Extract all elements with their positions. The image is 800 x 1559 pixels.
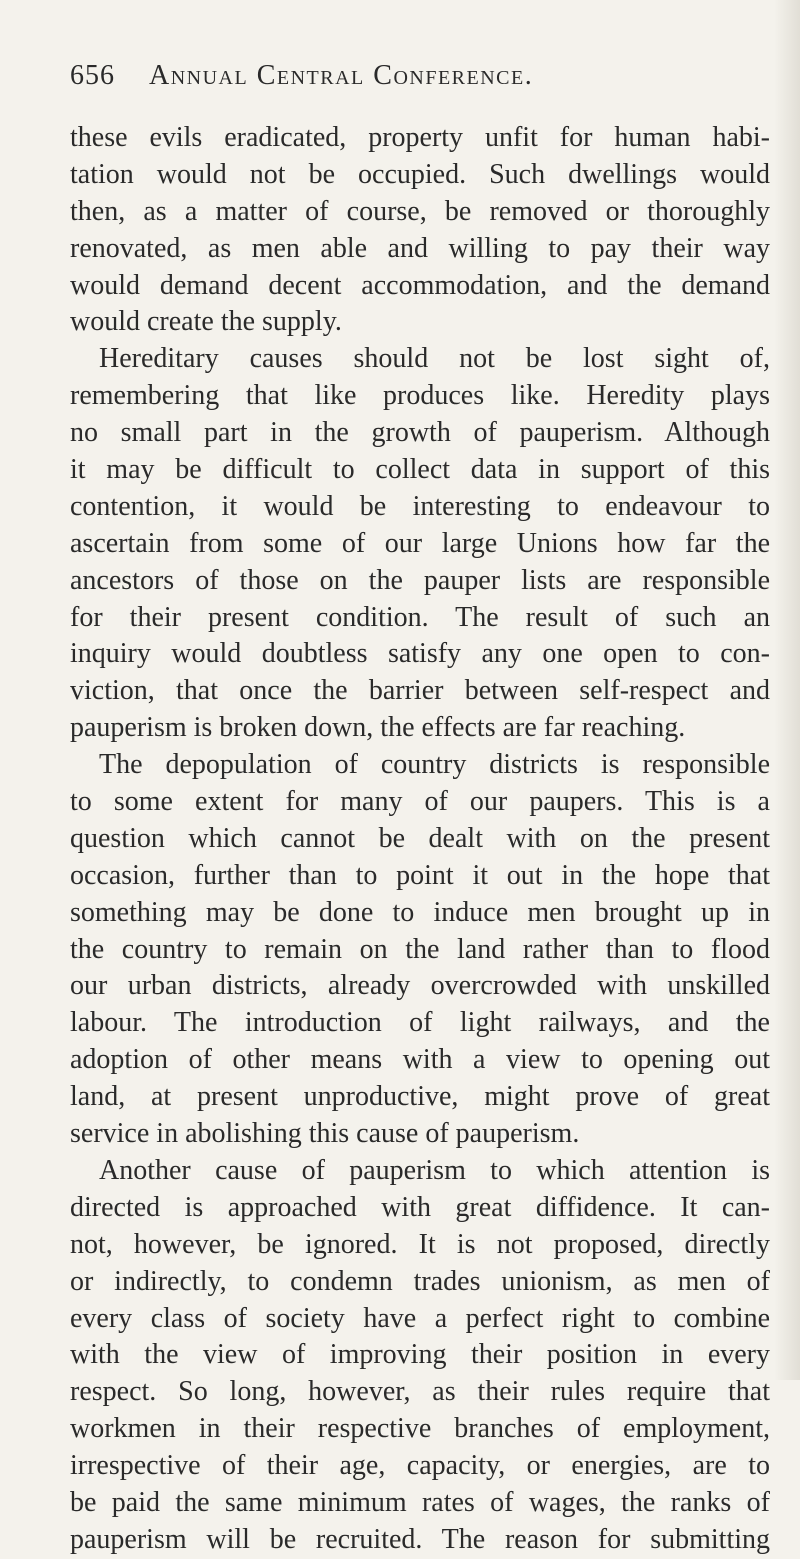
text-line: workmen in their respective branches of employment, <box>70 1413 770 1445</box>
text-line: then, as a matter of course, be removed or thoroughly <box>70 195 770 227</box>
text-line: would demand decent accommodation, and the demand <box>70 269 770 301</box>
text-line: labour. The introduction of light railways, and the <box>70 1007 770 1039</box>
text-line: the country to remain on the land rather than to flood <box>70 933 770 965</box>
paragraph-start-line: The depopulation of country districts is responsible <box>99 749 770 781</box>
text-line: something may be done to induce men brought up in <box>70 896 770 928</box>
text-line: be paid the same minimum rates of wages, the ranks of <box>70 1486 770 1518</box>
text-line: tation would not be occupied. Such dwellings would <box>70 158 770 190</box>
text-line: ancestors of those on the pauper lists are responsible <box>70 564 770 596</box>
text-line: it may be difficult to collect data in support of this <box>70 454 770 486</box>
text-line: question which cannot be dealt with on the present <box>70 822 770 854</box>
page-edge-shadow <box>774 0 800 1380</box>
body-text <box>70 120 770 1559</box>
paragraph-start-line: Another cause of pauperism to which attention is <box>99 1154 770 1186</box>
text-line: service in abolishing this cause of pauperism. <box>70 1118 580 1150</box>
page-number: 656 <box>70 60 115 91</box>
text-line: adoption of other means with a view to opening out <box>70 1044 770 1076</box>
text-line: viction, that once the barrier between self-respect and <box>70 675 770 707</box>
text-line: occasion, further than to point it out in the hope that <box>70 859 770 891</box>
text-line: with the view of improving their position in every <box>70 1339 770 1371</box>
text-line: for their present condition. The result of such an <box>70 601 770 633</box>
text-line: land, at present unproductive, might prove of great <box>70 1081 770 1113</box>
text-line: ascertain from some of our large Unions how far the <box>70 527 770 559</box>
text-line: every class of society have a perfect right to combine <box>70 1302 770 1334</box>
text-line: not, however, be ignored. It is not proposed, directly <box>70 1228 770 1260</box>
running-head: Annual Central Conference. <box>149 60 534 91</box>
text-line: directed is approached with great diffidence. It can- <box>70 1191 770 1223</box>
text-line: our urban districts, already overcrowded with unskilled <box>70 970 770 1002</box>
text-line: or indirectly, to condemn trades unionism, as men of <box>70 1265 770 1297</box>
text-line: inquiry would doubtless satisfy any one open to con- <box>70 638 770 670</box>
text-line: no small part in the growth of pauperism. Although <box>70 417 770 449</box>
text-line: respect. So long, however, as their rules require that <box>70 1376 770 1408</box>
text-line: contention, it would be interesting to endeavour to <box>70 490 770 522</box>
page-header <box>70 60 770 100</box>
text-line: pauperism is broken down, the effects are far reaching. <box>70 712 686 744</box>
text-line: these evils eradicated, property unfit for human habi- <box>70 122 770 153</box>
text-line: irrespective of their age, capacity, or energies, are to <box>70 1450 770 1482</box>
text-line: remembering that like produces like. Heredity plays <box>70 380 770 412</box>
text-line: to some extent for many of our paupers. This is a <box>70 786 770 818</box>
paragraph-start-line: Hereditary causes should not be lost sight of, <box>99 343 770 375</box>
text-line: would create the supply. <box>70 306 342 338</box>
text-line: renovated, as men able and willing to pay their way <box>70 232 770 264</box>
text-line: pauperism will be recruited. The reason for submitting <box>70 1523 770 1555</box>
